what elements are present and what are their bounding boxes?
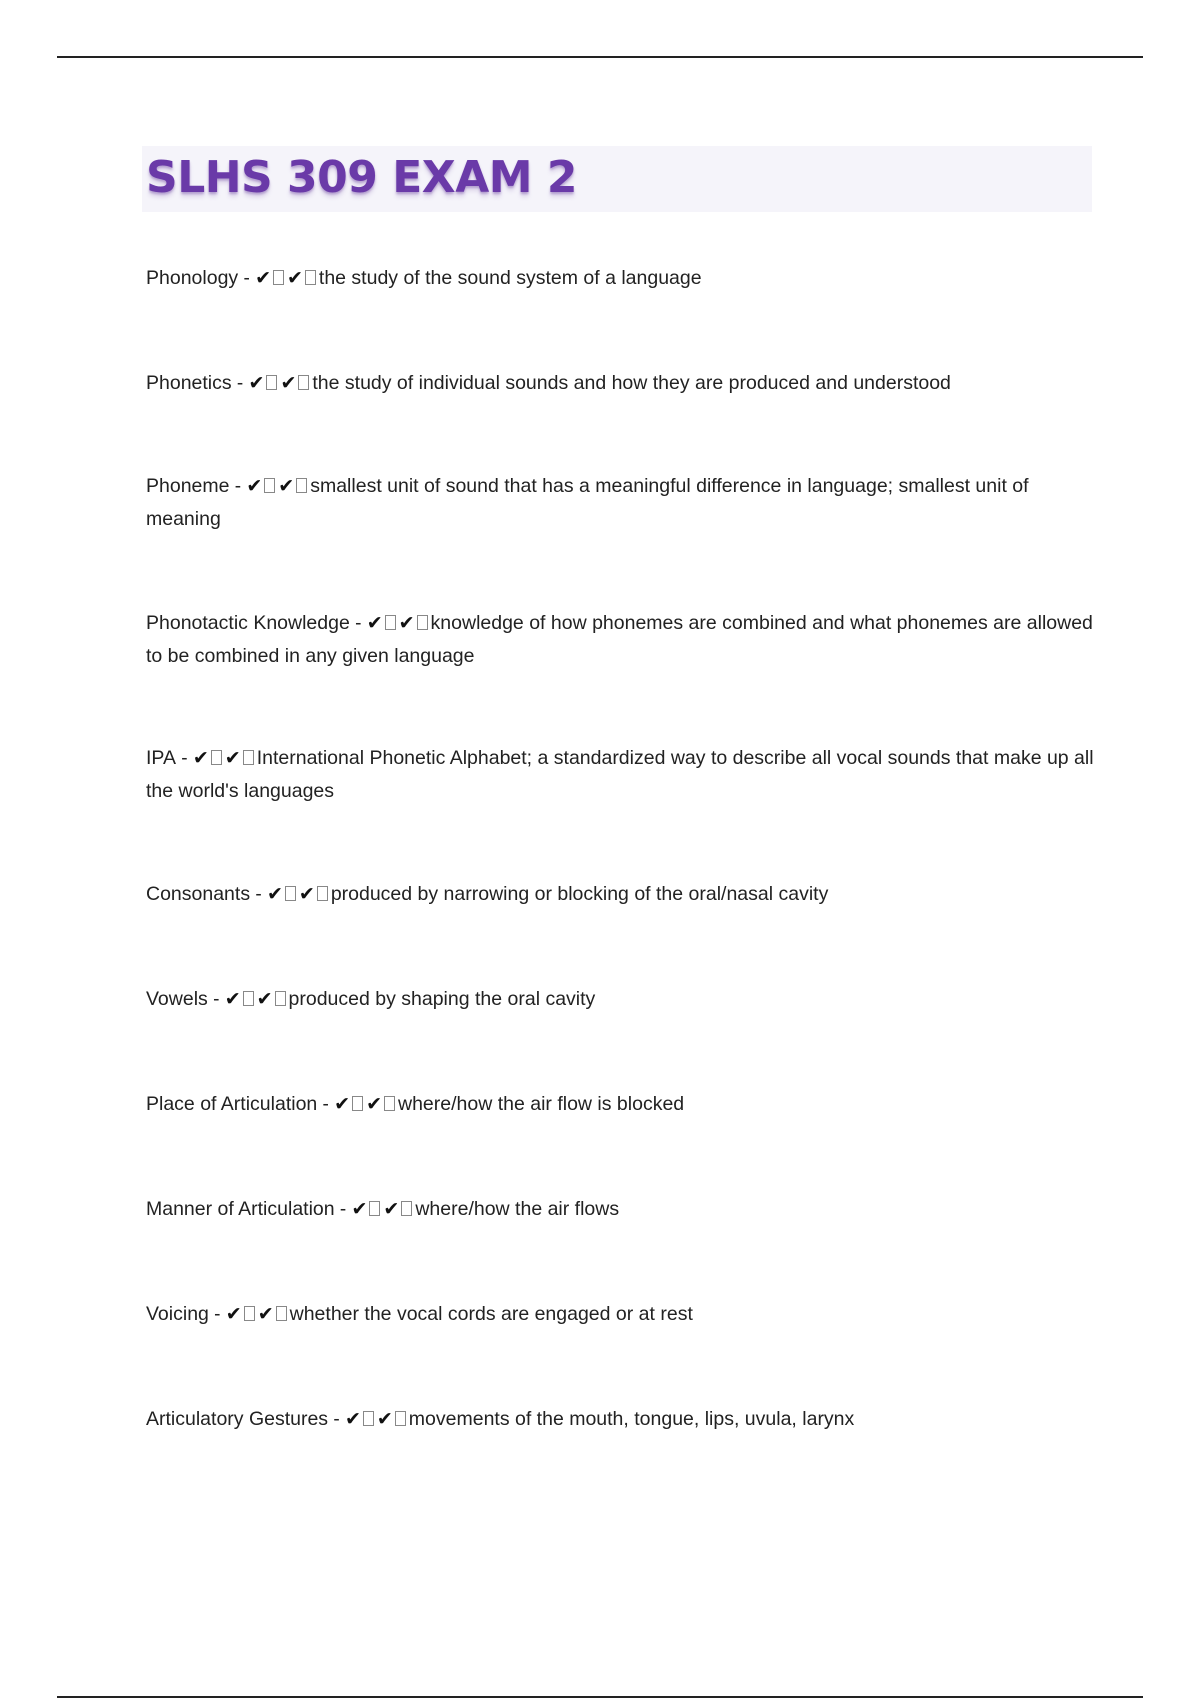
entry-definition: the study of the sound system of a language: [318, 267, 702, 289]
check-icon: ✔: [257, 1303, 274, 1325]
entry-definition: knowledge of how phonemes are combined and what phonemes are allowed to be combined in any given language: [146, 612, 1093, 667]
box-icon: [352, 1096, 363, 1111]
box-icon: [275, 991, 286, 1006]
check-icon: ✔: [266, 883, 283, 905]
entry-definition: produced by narrowing or blocking of the oral/nasal cavity: [330, 883, 829, 905]
check-icon: ✔: [225, 1303, 242, 1325]
check-icon: ✔: [256, 988, 273, 1010]
entry-separator: -: [238, 268, 256, 289]
list-item: [146, 742, 1096, 807]
list-item: [146, 367, 1096, 400]
list-item: [146, 983, 1096, 1016]
entry-term: Articulatory Gestures: [146, 1408, 329, 1430]
entry-term: Voicing: [146, 1303, 209, 1325]
entry-definition: where/how the air flows: [415, 1198, 620, 1220]
document-title: SLHS 309 EXAM 2: [146, 152, 577, 203]
box-icon: [298, 375, 309, 390]
entry-separator: -: [250, 884, 267, 905]
box-icon: [243, 750, 254, 765]
box-icon: [395, 1411, 406, 1426]
box-icon: [363, 1411, 374, 1426]
title-banner: [142, 146, 1092, 212]
box-icon: [369, 1201, 380, 1216]
check-icon: ✔: [366, 1093, 382, 1115]
entry-separator: -: [207, 989, 225, 1010]
box-icon: [385, 615, 396, 630]
check-icon: ✔: [351, 1198, 368, 1220]
box-icon: [276, 1306, 287, 1321]
entry-separator: -: [328, 1409, 345, 1430]
entry-term: Phonotactic Knowledge: [146, 612, 350, 634]
box-icon: [296, 478, 307, 493]
entry-term: Phonology: [146, 267, 239, 289]
box-icon: [384, 1096, 395, 1111]
box-icon: [417, 615, 428, 630]
list-item: [146, 470, 1096, 535]
entry-definition: whether the vocal cords are engaged or at rest: [289, 1303, 693, 1325]
check-icon: ✔: [383, 1198, 400, 1220]
check-icon: ✔: [376, 1408, 393, 1430]
list-item: [146, 262, 1096, 295]
box-icon: [273, 270, 284, 285]
entry-separator: -: [231, 373, 249, 394]
entry-term: Phoneme: [146, 475, 230, 497]
check-icon: ✔: [246, 475, 263, 497]
check-icon: ✔: [334, 1093, 351, 1115]
entry-definition: produced by shaping the oral cavity: [288, 988, 596, 1010]
box-icon: [317, 886, 328, 901]
check-icon: ✔: [366, 612, 383, 634]
check-icon: ✔: [248, 372, 265, 394]
check-icon: ✔: [344, 1408, 361, 1430]
box-icon: [266, 375, 277, 390]
entry-definition: the study of individual sounds and how they are produced and understood: [312, 372, 951, 394]
box-icon: [264, 478, 275, 493]
entry-definition: smallest unit of sound that has a meaningful difference in language; smallest unit of meaning: [146, 475, 1029, 530]
entry-definition: movements of the mouth, tongue, lips, uvula, larynx: [408, 1408, 855, 1430]
check-icon: ✔: [255, 267, 271, 289]
entry-term: Manner of Articulation: [146, 1198, 335, 1220]
entry-term: Consonants: [146, 883, 251, 905]
top-divider: [57, 56, 1143, 58]
entry-term: Vowels: [146, 988, 208, 1010]
entry-definition: International Phonetic Alphabet; a standardized way to describe all vocal sounds that make up all the world's languages: [146, 747, 1094, 802]
check-icon: ✔: [278, 475, 295, 497]
check-icon: ✔: [280, 372, 297, 394]
check-icon: ✔: [286, 267, 303, 289]
bottom-divider: [57, 1696, 1143, 1698]
entry-separator: -: [334, 1199, 352, 1220]
entry-separator: -: [349, 613, 367, 634]
check-icon: ✔: [224, 988, 241, 1010]
entry-separator: -: [229, 476, 247, 497]
entry-definition: where/how the air flow is blocked: [398, 1093, 685, 1115]
check-icon: ✔: [298, 883, 315, 905]
box-icon: [305, 270, 316, 285]
list-item: [146, 878, 1096, 911]
entry-separator: -: [175, 748, 193, 769]
entry-term: IPA: [146, 747, 176, 769]
entry-term: Phonetics: [146, 372, 232, 394]
entry-separator: -: [208, 1304, 226, 1325]
list-item: [146, 1403, 1096, 1436]
box-icon: [244, 1306, 255, 1321]
check-icon: ✔: [398, 612, 415, 634]
entry-term: Place of Articulation: [146, 1093, 318, 1115]
box-icon: [211, 750, 222, 765]
box-icon: [243, 991, 254, 1006]
entry-separator: -: [317, 1094, 335, 1115]
check-icon: ✔: [192, 747, 209, 769]
check-icon: ✔: [224, 747, 241, 769]
list-item: [146, 607, 1096, 672]
list-item: [146, 1298, 1096, 1331]
list-item: [146, 1088, 1096, 1121]
box-icon: [401, 1201, 412, 1216]
box-icon: [285, 886, 296, 901]
list-item: [146, 1193, 1096, 1226]
